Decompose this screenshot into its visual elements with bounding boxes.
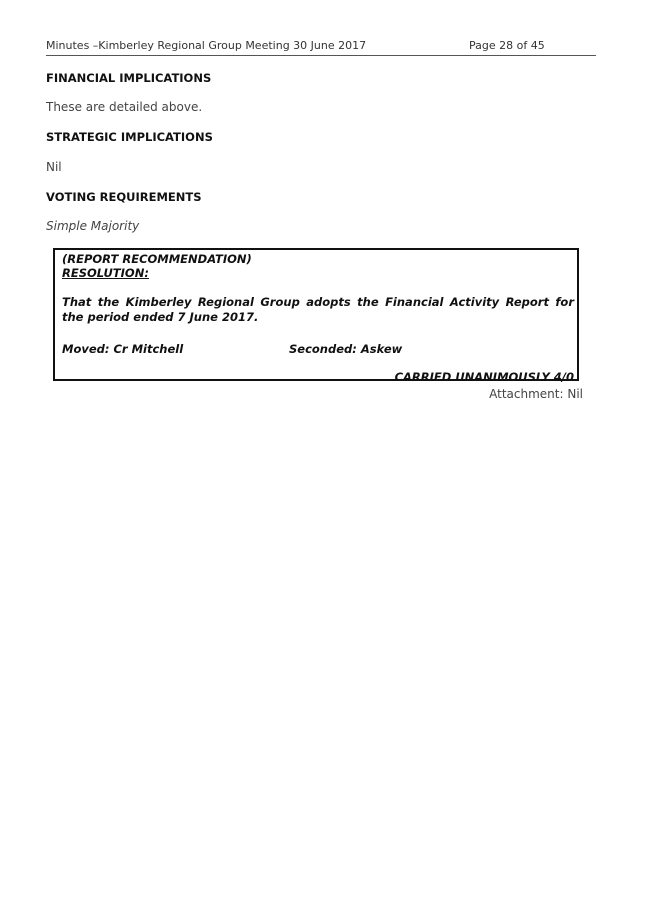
resolution-motion: That the Kimberley Regional Group adopts the Financial Activity Report for the period ended 7 June 2017.: [62, 295, 574, 324]
page-header: [46, 38, 596, 56]
moved-by: Moved: Cr Mitchell: [62, 342, 184, 356]
resolution-box: [53, 248, 579, 384]
strategic-implications-heading: STRATEGIC IMPLICATIONS: [46, 130, 213, 144]
resolution-result: CARRIED UNANIMOUSLY 4/0: [394, 370, 574, 384]
resolution-label: RESOLUTION:: [62, 266, 149, 280]
financial-implications-text: These are detailed above.: [46, 100, 203, 114]
header-title: Minutes –Kimberley Regional Group Meeting 30 June 2017: [46, 39, 367, 52]
attachment-note: Attachment: Nil: [489, 387, 583, 401]
seconded-by: Seconded: Askew: [289, 342, 403, 356]
voting-requirements-heading: VOTING REQUIREMENTS: [46, 190, 202, 204]
strategic-implications-text: Nil: [46, 160, 62, 174]
report-recommendation-label: (REPORT RECOMMENDATION): [62, 252, 252, 266]
financial-implications-heading: FINANCIAL IMPLICATIONS: [46, 71, 212, 85]
page-number: Page 28 of 45: [469, 39, 545, 52]
voting-requirements-text: Simple Majority: [46, 219, 140, 233]
